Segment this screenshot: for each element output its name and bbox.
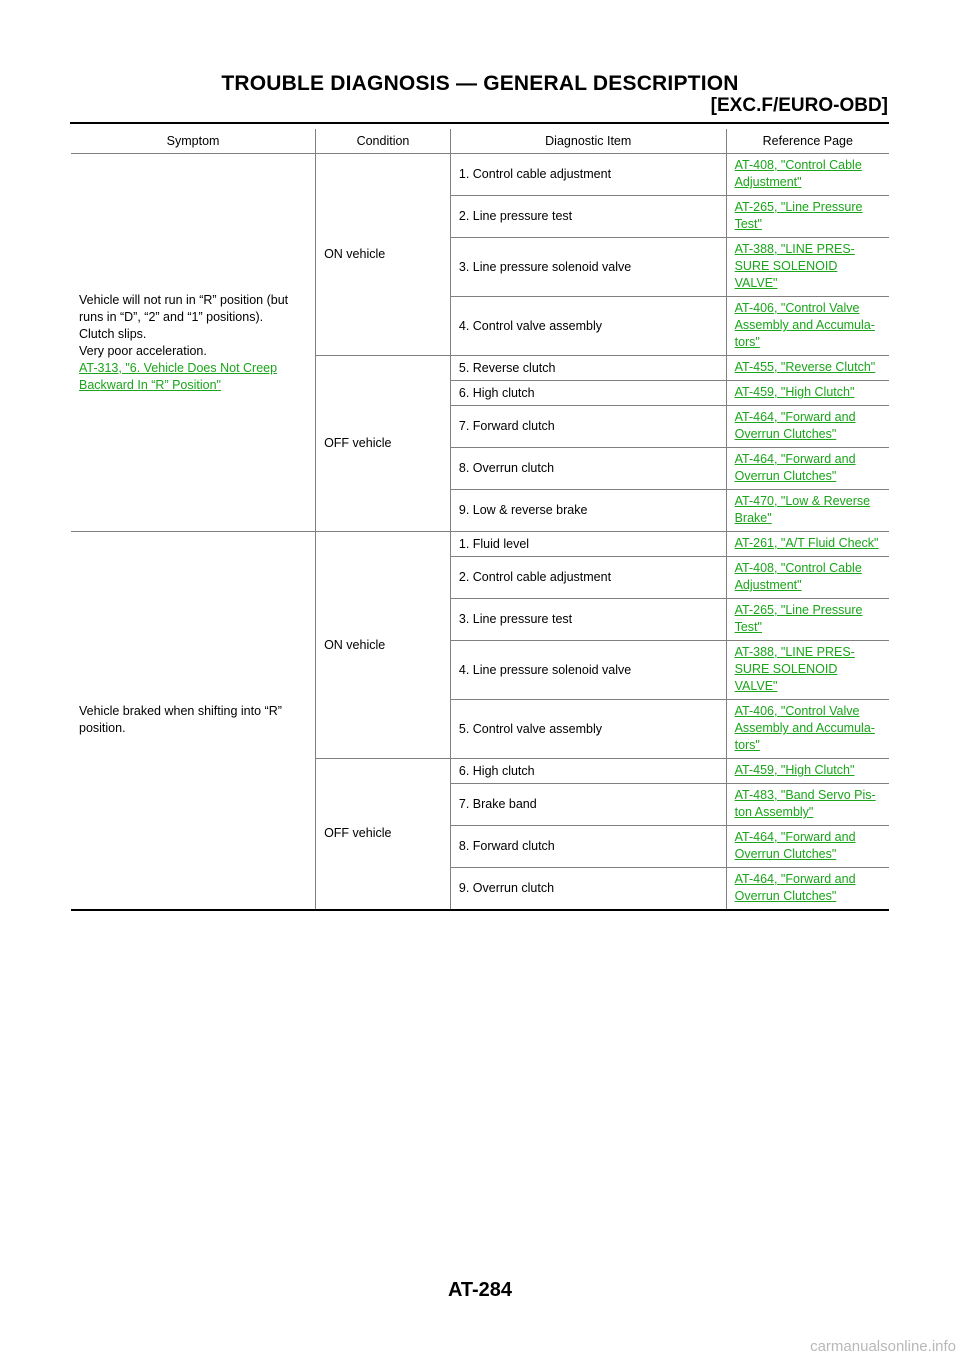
reference-page-cell <box>726 406 889 448</box>
symptom-reference-link[interactable]: Backward In “R” Position" <box>79 377 221 392</box>
reference-link[interactable]: Overrun Clutches" <box>734 427 837 441</box>
reference-link[interactable]: AT-455, "Reverse Clutch" <box>734 360 876 374</box>
reference-link[interactable]: ton Assembly" <box>734 805 814 819</box>
reference-link[interactable]: AT-265, "Line Pressure <box>734 603 863 617</box>
reference-link[interactable]: tors" <box>734 738 760 752</box>
reference-link[interactable]: SURE SOLENOID <box>734 259 838 273</box>
reference-link[interactable]: VALVE" <box>734 276 778 290</box>
symptom-cell <box>71 532 316 910</box>
condition-cell: ON vehicle <box>316 154 451 356</box>
diagnostic-item-cell: 8. Forward clutch <box>450 826 726 868</box>
reference-page-cell <box>726 759 889 784</box>
symptom-line: runs in “D”, “2” and “1” positions). <box>79 309 264 324</box>
condition-cell: ON vehicle <box>316 532 451 759</box>
symptom-line: Very poor acceleration. <box>79 343 207 358</box>
reference-link[interactable]: AT-459, "High Clutch" <box>734 763 855 777</box>
reference-link[interactable]: AT-464, "Forward and <box>734 452 856 466</box>
reference-link[interactable]: Adjustment" <box>734 578 802 592</box>
reference-link[interactable]: AT-261, "A/T Fluid Check" <box>734 536 879 550</box>
diagnostic-item-cell: 3. Line pressure test <box>450 599 726 641</box>
symptom-line: Clutch slips. <box>79 326 147 341</box>
reference-link[interactable]: AT-459, "High Clutch" <box>734 385 855 399</box>
diagnostic-item-cell: 6. High clutch <box>450 381 726 406</box>
diagnostic-item-cell: 7. Forward clutch <box>450 406 726 448</box>
diagnostic-item-cell: 1. Fluid level <box>450 532 726 557</box>
reference-page-cell <box>726 599 889 641</box>
reference-link[interactable]: Overrun Clutches" <box>734 889 837 903</box>
reference-link[interactable]: tors" <box>734 335 760 349</box>
diagnostic-item-cell: 9. Overrun clutch <box>450 868 726 910</box>
symptom-reference-link[interactable]: AT-313, "6. Vehicle Does Not Creep <box>79 360 278 375</box>
page-title: TROUBLE DIAGNOSIS — GENERAL DESCRIPTION <box>221 72 739 95</box>
reference-page-cell <box>726 238 889 297</box>
watermark: carmanualsonline.info <box>810 1338 956 1355</box>
reference-page-cell <box>726 297 889 356</box>
diagnostic-item-cell: 5. Reverse clutch <box>450 356 726 381</box>
diagnostic-item-cell: 1. Control cable adjustment <box>450 154 726 196</box>
reference-link[interactable]: Test" <box>734 217 762 231</box>
table-header-row <box>71 129 889 154</box>
diagnostic-item-cell: 2. Control cable adjustment <box>450 557 726 599</box>
reference-link[interactable]: AT-408, "Control Cable <box>734 561 862 575</box>
condition-cell: OFF vehicle <box>316 356 451 532</box>
table-row <box>71 154 889 196</box>
diagnosis-table <box>71 129 889 911</box>
reference-page-cell <box>726 826 889 868</box>
reference-link[interactable]: Adjustment" <box>734 175 802 189</box>
reference-page-cell <box>726 868 889 910</box>
symptom-line: Vehicle will not run in “R” position (but <box>79 292 289 307</box>
column-header-reference-page: Reference Page <box>726 129 889 154</box>
column-header-symptom: Symptom <box>71 129 316 154</box>
reference-page-cell <box>726 557 889 599</box>
diagnostic-item-cell: 6. High clutch <box>450 759 726 784</box>
condition-cell: OFF vehicle <box>316 759 451 910</box>
reference-page-cell <box>726 490 889 532</box>
diagnostic-item-cell: 8. Overrun clutch <box>450 448 726 490</box>
reference-page-cell <box>726 381 889 406</box>
reference-link[interactable]: AT-265, "Line Pressure <box>734 200 863 214</box>
reference-link[interactable]: AT-406, "Control Valve <box>734 301 860 315</box>
reference-link[interactable]: AT-483, "Band Servo Pis- <box>734 788 876 802</box>
diagnostic-item-cell: 4. Line pressure solenoid valve <box>450 641 726 700</box>
reference-link[interactable]: AT-464, "Forward and <box>734 410 856 424</box>
column-header-condition: Condition <box>316 129 451 154</box>
reference-link[interactable]: Test" <box>734 620 762 634</box>
reference-page-cell <box>726 641 889 700</box>
diagnostic-item-cell: 9. Low & reverse brake <box>450 490 726 532</box>
diagnostic-item-cell: 2. Line pressure test <box>450 196 726 238</box>
table-row <box>71 532 889 557</box>
reference-link[interactable]: AT-464, "Forward and <box>734 872 856 886</box>
diagnostic-item-cell: 5. Control valve assembly <box>450 700 726 759</box>
reference-link[interactable]: Overrun Clutches" <box>734 469 837 483</box>
reference-link[interactable]: Assembly and Accumula- <box>734 721 875 735</box>
diagnostic-item-cell: 3. Line pressure solenoid valve <box>450 238 726 297</box>
reference-page-cell <box>726 196 889 238</box>
reference-link[interactable]: AT-464, "Forward and <box>734 830 856 844</box>
page-number: AT-284 <box>447 1279 513 1301</box>
reference-link[interactable]: SURE SOLENOID <box>734 662 838 676</box>
page-subtitle: [EXC.F/EURO-OBD] <box>710 95 888 116</box>
symptom-line: Vehicle braked when shifting into “R” <box>79 704 282 719</box>
symptom-line: position. <box>79 721 126 736</box>
diagnostic-item-cell: 7. Brake band <box>450 784 726 826</box>
table-body <box>71 154 889 910</box>
reference-link[interactable]: Brake" <box>734 511 772 525</box>
reference-page-cell <box>726 700 889 759</box>
reference-link[interactable]: AT-470, "Low & Reverse <box>734 494 871 508</box>
reference-page-cell <box>726 356 889 381</box>
reference-link[interactable]: Assembly and Accumula- <box>734 318 875 332</box>
diagnostic-item-cell: 4. Control valve assembly <box>450 297 726 356</box>
column-header-diagnostic-item: Diagnostic Item <box>450 129 726 154</box>
symptom-cell <box>71 154 316 532</box>
reference-link[interactable]: AT-388, "LINE PRES- <box>734 645 855 659</box>
header-rule <box>70 122 889 124</box>
reference-page-cell <box>726 154 889 196</box>
reference-link[interactable]: Overrun Clutches" <box>734 847 837 861</box>
reference-link[interactable]: AT-406, "Control Valve <box>734 704 860 718</box>
reference-page-cell <box>726 532 889 557</box>
reference-link[interactable]: AT-388, "LINE PRES- <box>734 242 855 256</box>
reference-page-cell <box>726 784 889 826</box>
reference-link[interactable]: AT-408, "Control Cable <box>734 158 862 172</box>
reference-page-cell <box>726 448 889 490</box>
reference-link[interactable]: VALVE" <box>734 679 778 693</box>
